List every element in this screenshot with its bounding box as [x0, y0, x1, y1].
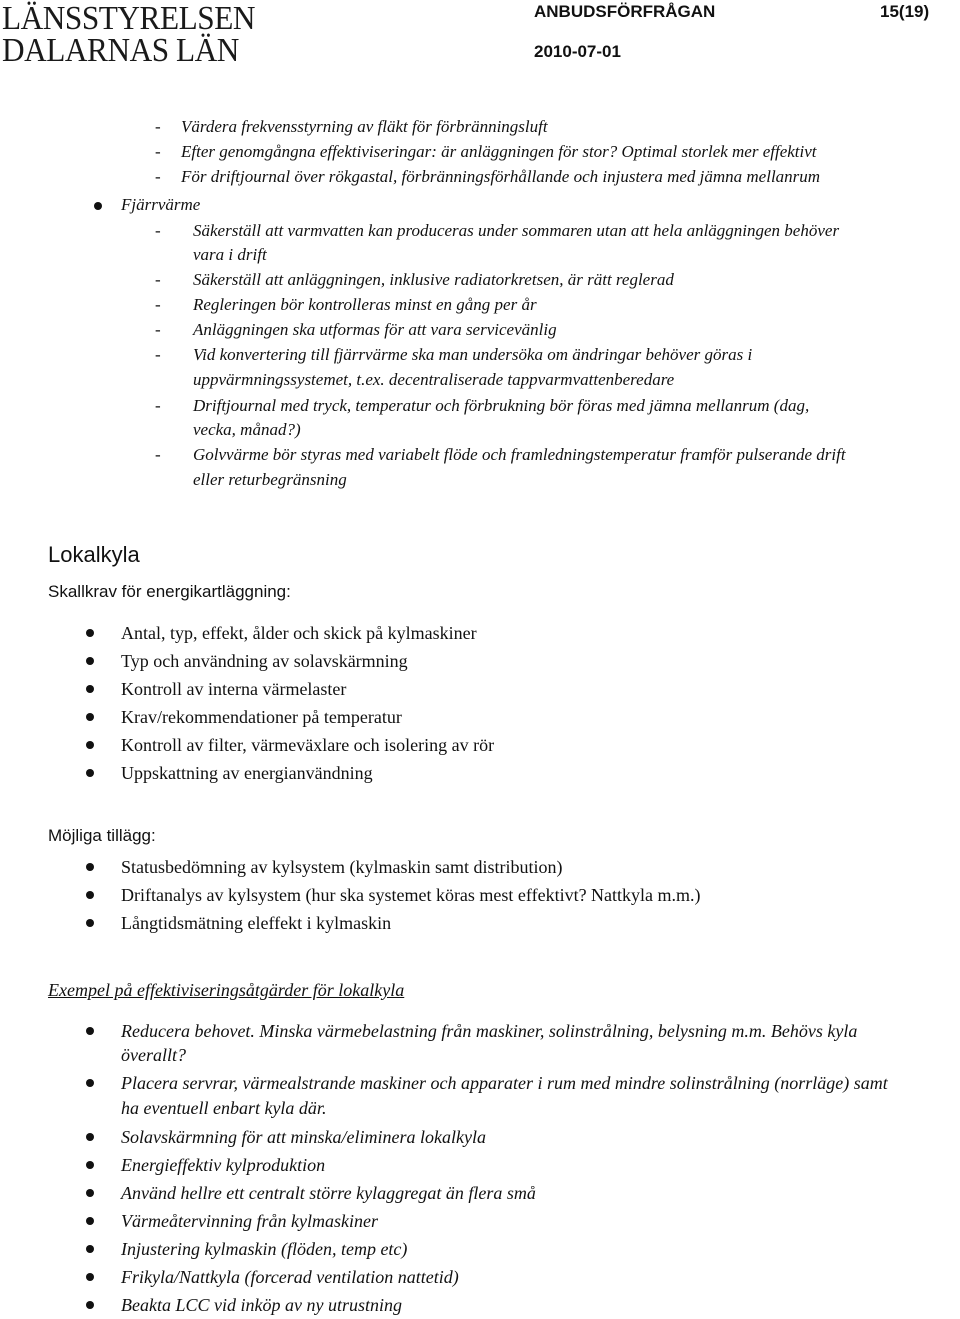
dash-marker: - [155, 117, 161, 136]
bullet-icon [86, 685, 94, 693]
bullet-icon [86, 1079, 94, 1087]
list-item: Placera servrar, värmealstrande maskiner och apparater i rum med mindre solinstrålning (norrläge) samt [121, 1073, 888, 1093]
bullet-icon [86, 629, 94, 637]
list-item: Statusbedömning av kylsystem (kylmaskin samt distribution) [121, 857, 563, 877]
bullet-icon [94, 202, 102, 210]
list-item: Krav/rekommendationer på temperatur [121, 707, 402, 727]
list-item: Antal, typ, effekt, ålder och skick på kylmaskiner [121, 623, 477, 643]
list-item: Säkerställ att anläggningen, inklusive radiatorkretsen, är rätt reglerad [193, 270, 674, 289]
list-item: Vid konvertering till fjärrvärme ska man undersöka om ändringar behöver göras i [193, 345, 753, 364]
bullet-icon [86, 1161, 94, 1169]
dash-marker: - [155, 396, 161, 415]
dash-marker: - [155, 320, 161, 339]
subheading-exempel: Exempel på effektiviseringsåtgärder för lokalkyla [48, 980, 405, 1000]
dash-marker: - [155, 345, 161, 364]
list-item: Energieffektiv kylproduktion [121, 1155, 326, 1175]
list-item: Kontroll av interna värmelaster [121, 679, 347, 699]
bullet-icon [86, 919, 94, 927]
list-item: Injustering kylmaskin (flöden, temp etc) [121, 1239, 408, 1259]
list-item: Långtidsmätning eleffekt i kylmaskin [121, 913, 392, 933]
section-title-fjarrvarme: Fjärrvärme [121, 195, 201, 214]
document-type: ANBUDSFÖRFRÅGAN [534, 2, 716, 21]
bullet-icon [86, 713, 94, 721]
list-item: Efter genomgångna effektiviseringar: är anläggningen för stor? Optimal storlek mer effektivt [181, 142, 817, 161]
list-item: Reducera behovet. Minska värmebelastning från maskiner, solinstrålning, belysning m.m. Behövs kyla [121, 1021, 858, 1041]
dash-marker: - [155, 167, 161, 186]
list-item-continuation: vara i drift [193, 245, 267, 264]
section-heading-lokalkyla: Lokalkyla [48, 542, 140, 567]
list-item: För driftjournal över rökgastal, förbränningsförhållande och injustera med jämna mellanrum [181, 167, 821, 186]
dash-marker: - [155, 142, 161, 161]
page-number: 15(19) [880, 2, 930, 21]
logo-line-1: LÄNSSTYRELSEN [2, 0, 255, 37]
list-item: Uppskattning av energianvändning [121, 763, 373, 783]
bullet-icon [86, 1217, 94, 1225]
list-item-continuation: överallt? [121, 1045, 186, 1065]
bullet-icon [86, 1273, 94, 1281]
dash-marker: - [155, 295, 161, 314]
list-item: Driftanalys av kylsystem (hur ska systemet köras mest effektivt? Nattkyla m.m.) [121, 885, 701, 905]
bullet-icon [86, 1133, 94, 1141]
logo-line-2: DALARNAS LÄN [2, 32, 239, 69]
dash-marker: - [155, 270, 161, 289]
bullet-icon [86, 1027, 94, 1035]
list-item: Driftjournal med tryck, temperatur och förbrukning bör föras med jämna mellanrum (dag, [193, 396, 810, 415]
list-item: Säkerställ att varmvatten kan produceras under sommaren utan att hela anläggningen behöver [193, 221, 840, 240]
list-item: Regleringen bör kontrolleras minst en gång per år [193, 295, 537, 314]
bullet-icon [86, 1189, 94, 1197]
list-item: Värmeåtervinning från kylmaskiner [121, 1211, 378, 1231]
list-item-continuation: eller returbegränsning [193, 470, 347, 489]
dash-marker: - [155, 445, 161, 464]
list-item: Kontroll av filter, värmeväxlare och isolering av rör [121, 735, 495, 755]
bullet-icon [86, 741, 94, 749]
bullet-icon [86, 769, 94, 777]
bullet-icon [86, 891, 94, 899]
bullet-icon [86, 863, 94, 871]
list-item-continuation: ha eventuell enbart kyla där. [121, 1098, 327, 1118]
list-item: Anläggningen ska utformas för att vara servicevänlig [193, 320, 557, 339]
list-item-continuation: vecka, månad?) [193, 420, 301, 439]
list-item: Golvvärme bör styras med variabelt flöde och framledningstemperatur framför pulserande drift [193, 445, 846, 464]
subheading-mojliga: Möjliga tillägg: [48, 826, 156, 845]
list-item: Använd hellre ett centralt större kylaggregat än flera små [121, 1183, 536, 1203]
document-date: 2010-07-01 [534, 42, 621, 61]
bullet-icon [86, 1245, 94, 1253]
bullet-icon [86, 1301, 94, 1309]
list-item: Frikyla/Nattkyla (forcerad ventilation nattetid) [121, 1267, 459, 1287]
subheading-skallkrav: Skallkrav för energikartläggning: [48, 582, 291, 601]
lansstyrelsen-logo [2, 0, 255, 69]
list-item: Värdera frekvensstyrning av fläkt för förbränningsluft [181, 117, 548, 136]
list-item-continuation: uppvärmningssystemet, t.ex. decentraliserade tappvarmvattenberedare [193, 370, 675, 389]
list-item: Beakta LCC vid inköp av ny utrustning [121, 1295, 402, 1315]
list-item: Solavskärmning för att minska/eliminera lokalkyla [121, 1127, 486, 1147]
bullet-icon [86, 657, 94, 665]
dash-marker: - [155, 221, 161, 240]
list-item: Typ och användning av solavskärmning [121, 651, 408, 671]
